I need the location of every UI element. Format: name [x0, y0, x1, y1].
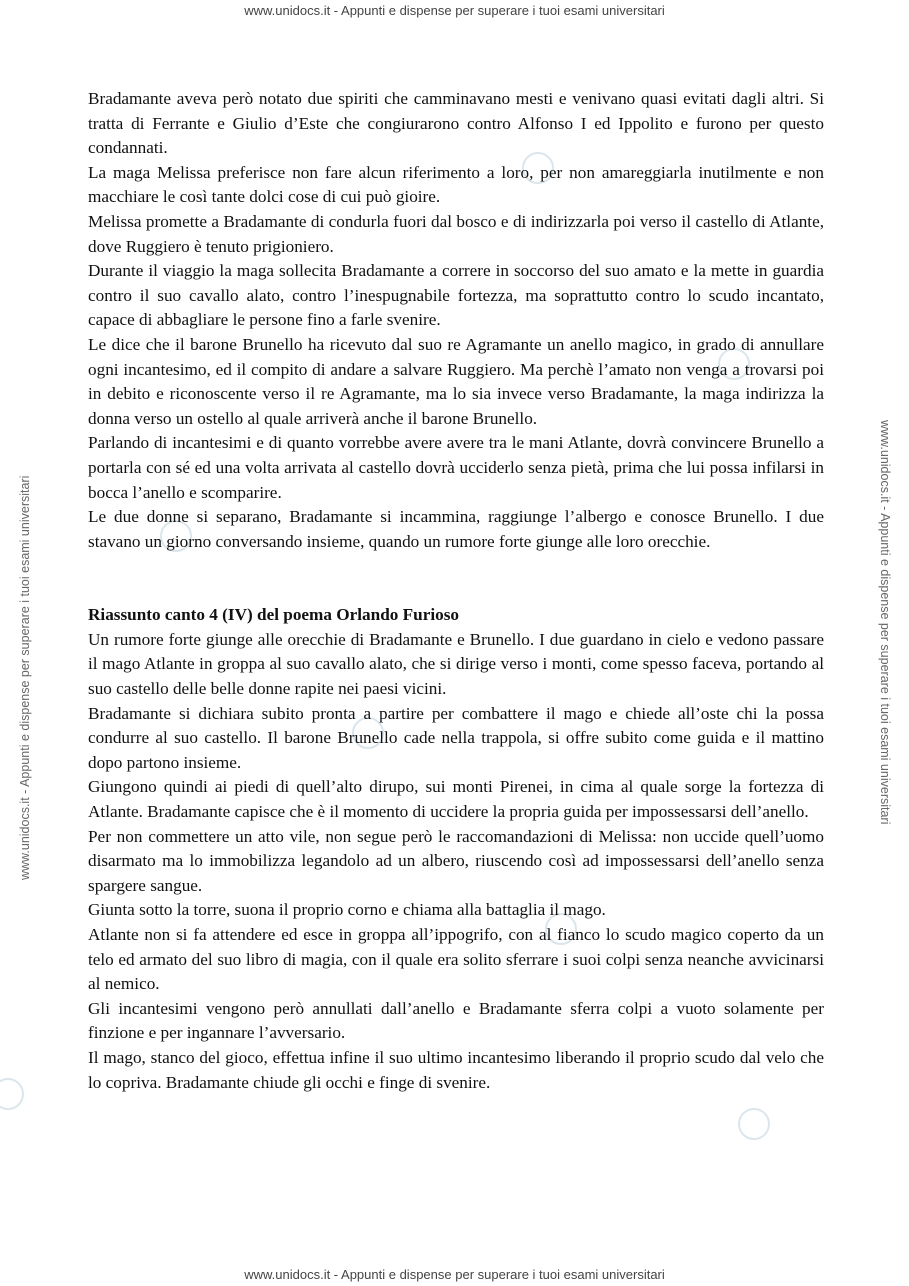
- section-canto-4: [88, 603, 824, 1095]
- paragraph: Parlando di incantesimi e di quanto vorrebbe avere avere tra le mani Atlante, dovrà convincere Brunello a portarla con sé ed una volta arrivata al castello dovrà ucciderlo senza pietà, prima che lui possa infilarsi in bocca l’anello e scomparire.: [88, 433, 824, 502]
- section-canto-3: [88, 87, 824, 554]
- watermark-logo-icon: [738, 1108, 770, 1140]
- paragraph: Atlante non si fa attendere ed esce in groppa all’ippogrifo, con al fianco lo scudo magico coperto da un telo ed armato del suo libro di magia, con il quale era solito sferrare i suoi colpi senza neanche avvicinarsi al nemico.: [88, 925, 824, 994]
- section-heading: Riassunto canto 4 (IV) del poema Orlando Furioso: [88, 605, 459, 625]
- document-body: [88, 87, 824, 1095]
- paragraph: Gli incantesimi vengono però annullati dall’anello e Bradamante sferra colpi a vuoto solamente per finzione e per ingannare l’avversario.: [88, 998, 824, 1043]
- paragraph: Bradamante si dichiara subito pronta a partire per combattere il mago e chiede all’oste chi la possa condurre al suo castello. Il barone Brunello cade nella trappola, si offre subito come guida e il mattino dopo partono insieme.: [88, 703, 824, 772]
- paragraph: Giunta sotto la torre, suona il proprio corno e chiama alla battaglia il mago.: [88, 900, 606, 920]
- paragraph: Per non commettere un atto vile, non segue però le raccomandazioni di Melissa: non uccide quell’uomo disarmato ma lo immobilizza legandolo ad un albero, riuscendo così ad impossessarsi dell’anello senza spargere sangue.: [88, 826, 824, 895]
- paragraph: Durante il viaggio la maga sollecita Bradamante a correre in soccorso del suo amato e la mette in guardia contro il suo cavallo alato, contro l’inespugnabile fortezza, ma soprattutto contro lo scudo incantato, capace di abbagliare le persone fino a farle svenire.: [88, 261, 824, 330]
- watermark-logo-icon: [0, 1078, 24, 1110]
- paragraph: Le due donne si separano, Bradamante si incammina, raggiunge l’albergo e conosce Brunello. I due stavano un giorno conversando insieme, quando un rumore forte giunge alle loro orecchie.: [88, 507, 824, 551]
- paragraph: Melissa promette a Bradamante di condurla fuori dal bosco e di indirizzarla poi verso il castello di Atlante, dove Ruggiero è tenuto prigioniero.: [88, 211, 824, 256]
- paragraph: Bradamante aveva però notato due spiriti che camminavano mesti e venivano quasi evitati dagli altri. Si tratta di Ferrante e Giulio d’Este che congiurarono contro Alfonso I ed Ippolito e furono per questo condannati.: [88, 89, 824, 158]
- header-watermark: www.unidocs.it - Appunti e dispense per superare i tuoi esami universitari: [244, 3, 665, 18]
- paragraph: Giungono quindi ai piedi di quell’alto dirupo, sui monti Pirenei, in cima al quale sorge la fortezza di Atlante. Bradamante capisce che è il momento di uccidere la propria guida per impossessarsi dell’anello.: [88, 777, 824, 822]
- paragraph: La maga Melissa preferisce non fare alcun riferimento a loro, per non amareggiarla inutilmente e non macchiare le così tante dolci cose di cui può gioire.: [88, 162, 824, 207]
- paragraph: Un rumore forte giunge alle orecchie di Bradamante e Brunello. I due guardano in cielo e vedono passare il mago Atlante in groppa al suo cavallo alato, che si dirige verso i monti, come spesso faceva, portando al suo castello delle belle donne rapite nei paesi vicini.: [88, 629, 824, 699]
- paragraph: Il mago, stanco del gioco, effettua infine il suo ultimo incantesimo liberando il proprio scudo dal velo che lo copriva. Bradamante chiude gli occhi e finge di svenire.: [88, 1047, 824, 1092]
- paragraph: Le dice che il barone Brunello ha ricevuto dal suo re Agramante un anello magico, in grado di annullare ogni incantesimo, ed il compito di andare a salvare Ruggiero. Ma perchè l’amato non venga a trovarsi poi in debito e riconoscente verso il re Agramante, ma lo sia invece verso Bradamante, la maga indirizza la donna verso un ostello al quale arriverà anche il barone Brunello.: [88, 334, 824, 428]
- footer-watermark: www.unidocs.it - Appunti e dispense per superare i tuoi esami universitari: [244, 1267, 665, 1282]
- left-side-watermark: www.unidocs.it - Appunti e dispense per superare i tuoi esami universitari: [18, 475, 32, 880]
- right-side-watermark: www.unidocs.it - Appunti e dispense per superare i tuoi esami universitari: [878, 420, 892, 825]
